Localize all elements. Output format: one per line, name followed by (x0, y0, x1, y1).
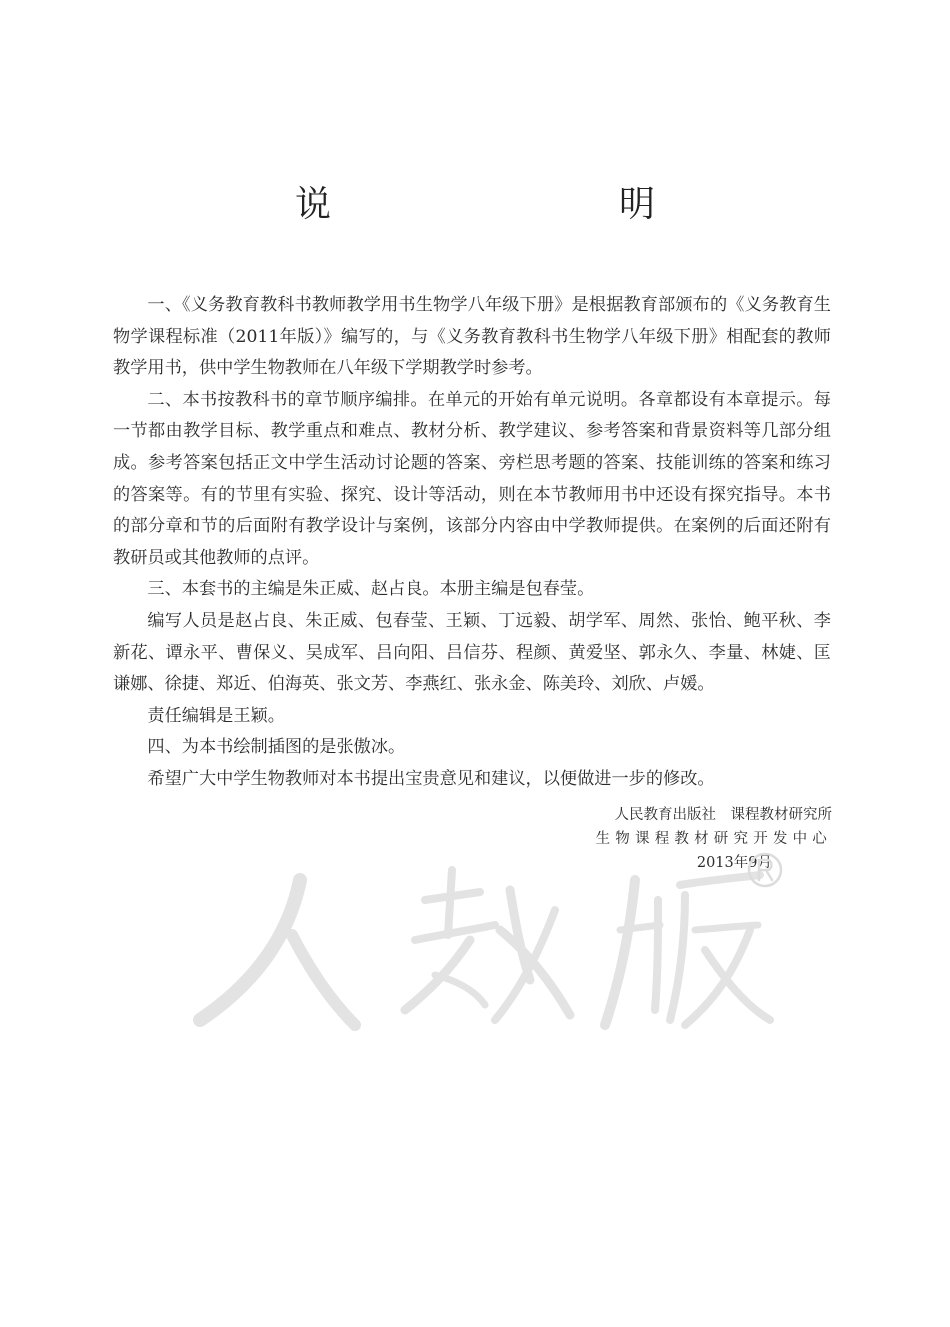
signature-center: 生物课程教材研究开发中心 (595, 831, 832, 847)
paragraph-4: 编写人员是赵占良、朱正威、包春莹、王颖、丁远毅、胡学军、周然、张怡、鲍平秋、李新花、谭永平、曹保义、吴成军、吕向阳、吕信芬、程颜、黄爱坚、郭永久、李量、林婕、匡谦娜、徐捷、郑近、伯海英、张文芳、李燕红、张永金、陈美玲、刘欣、卢媛。 (113, 610, 831, 695)
paragraph-3: 三、本套书的主编是朱正威、赵占良。本册主编是包春莹。 (147, 579, 595, 600)
paragraph-2: 二、本书按教科书的章节顺序编排。在单元的开始有单元说明。各章都设有本章提示。每一节都由教学目标、教学重点和难点、教材分析、教学建议、参考答案和背景资料等几部分组成。参考答案包括正文中学生活动讨论题的答案、旁栏思考题的答案、技能训练的答案和练习的答案等。有的节里有实验、探究、设计等活动，则在本节教师用书中还设有探究指导。本书的部分章和节的后面附有教学设计与案例，该部分内容由中学教师提供。在案例的后面还附有教研员或其他教师的点评。 (113, 389, 831, 568)
paragraph-5: 责任编辑是王颖。 (147, 705, 285, 726)
signature-date: 2013年9月 (696, 855, 772, 871)
publisher-logo-watermark-icon (180, 840, 800, 1040)
paragraph-7: 希望广大中学生物教师对本书提出宝贵意见和建议，以便做进一步的修改。 (147, 768, 715, 789)
signature-publisher: 人民教育出版社 课程教材研究所 (614, 807, 832, 823)
paragraph-6: 四、为本书绘制插图的是张傲冰。 (147, 737, 406, 758)
paragraph-1: 一、《义务教育教科书教师教学用书生物学八年级下册》是根据教育部颁布的《义务教育生物学课程标准（2011年版）》编写的，与《义务教育教科书生物学八年级下册》相配套的教师教学用书，供中学生物教师在八年级下学期教学时参考。 (113, 295, 831, 379)
body-text (113, 290, 831, 796)
page-title: 说 明 (294, 184, 727, 225)
